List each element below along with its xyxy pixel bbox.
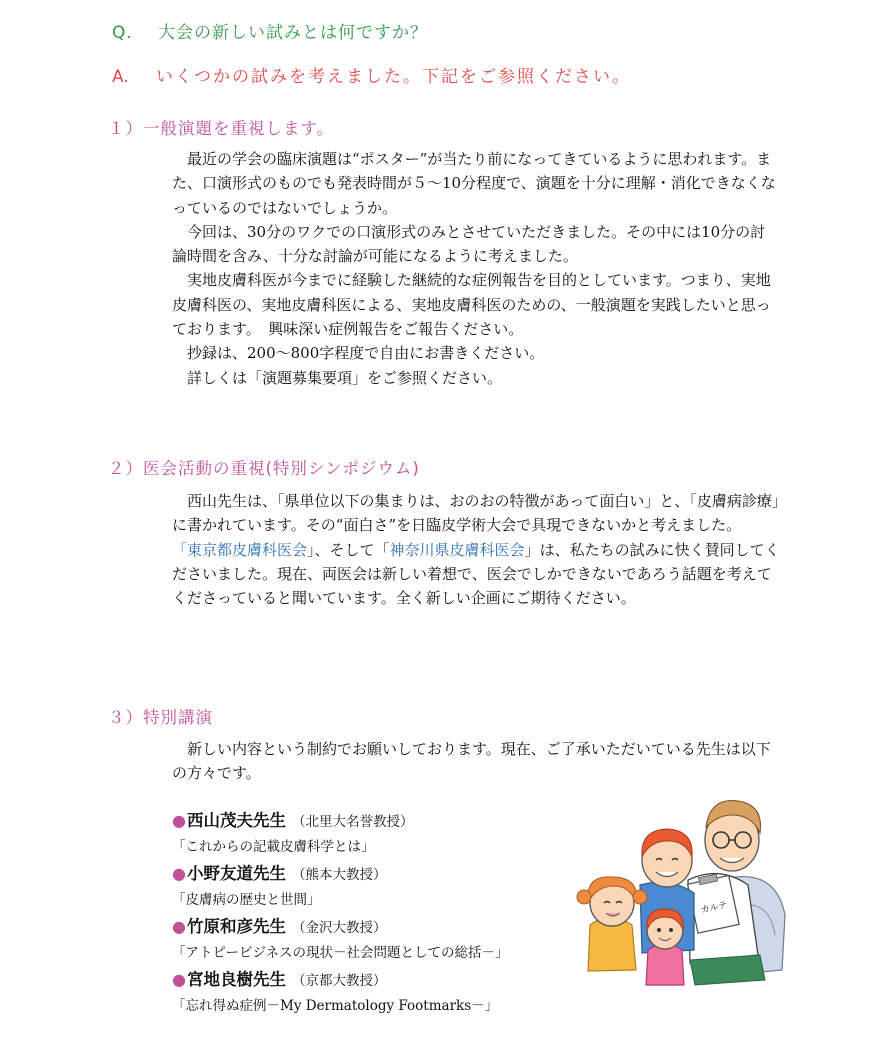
- section-1-paragraph: 最近の学会の臨床演題は“ポスター”が当たり前になってきているように思われます。また、口演形式のものでも発表時間が５〜10分程度で、演題を十分に理解・消化できなくなっているのではないでしょうか。: [172, 150, 776, 217]
- question: [112, 18, 428, 43]
- section-1-body: [172, 147, 780, 390]
- bullet-icon: ●: [172, 811, 186, 830]
- speaker-name-row: [172, 914, 592, 940]
- section-1-paragraph: 今回は、30分のワクでの口演形式のみとさせていただきました。その中には10分の討論時間を含み、十分な討論が可能になるように考えました。: [172, 222, 766, 266]
- speaker-name-row: [172, 967, 592, 993]
- answer-text: いくつかの試みを考えました。下記をご参照ください。: [156, 67, 631, 87]
- section-1-paragraph: 抄録は、200〜800字程度で自由にお書きください。: [187, 344, 545, 363]
- section-3-paragraph: 新しい内容という制約でお願いしております。現在、ご了承いただいている先生は以下の方々です。: [172, 740, 771, 783]
- chart-label: カルテ: [699, 900, 729, 916]
- lecture-title: 「忘れ得ぬ症例－My Dermatology Footmarks－」: [172, 998, 499, 1014]
- section-1-paragraph: 詳しくは「演題募集要項」をご参照ください。: [187, 368, 503, 387]
- speaker-name: 宮地良樹先生: [186, 970, 286, 989]
- paragraph-rest: 」は、私たちの試みに快く賛同してくださいました。現在、両医会は新しい着想で、医会でしかできないであろう話題を考えてくださっていると聞いています。全く新しい企画にご期待ください。: [172, 540, 780, 608]
- speaker-list: [172, 808, 592, 1020]
- connector-text: 」、そして「: [307, 540, 390, 559]
- section-2-heading: ２）医会活動の重視(特別シンポジウム): [108, 459, 420, 478]
- family-doctor-illustration: [570, 785, 795, 990]
- bullet-icon: ●: [172, 917, 186, 936]
- speaker-name-row: [172, 808, 592, 834]
- speaker-affiliation: （金沢大教授）: [291, 920, 387, 936]
- org-tokyo: 東京都皮膚科医会: [187, 540, 308, 559]
- quote-open: 「: [172, 540, 188, 559]
- section-2-body: [172, 489, 780, 610]
- section-1-heading: １）一般演題を重視します。: [108, 119, 335, 138]
- section-1-paragraph: 実地皮膚科医が今までに経験した継続的な症例報告を目的としています。つまり、実地皮膚科医の、実地皮膚科医による、実地皮膚科医のための、一般演題を実践したいと思っております。 興味深い症例報告をご報告ください。: [172, 271, 771, 339]
- question-text: 大会の新しい試みとは何ですか？: [158, 23, 428, 43]
- answer-marker: A.: [112, 67, 129, 87]
- lecture-title: 「これからの記載皮膚科学とは」: [172, 839, 375, 855]
- speaker-affiliation: （熊本大教授）: [291, 867, 387, 883]
- bullet-icon: ●: [172, 970, 186, 989]
- speaker-name: 西山茂夫先生: [186, 811, 286, 830]
- lecture-title: 「皮膚病の歴史と世間」: [172, 892, 321, 908]
- speaker-name: 竹原和彦先生: [186, 917, 286, 936]
- section-3-heading: ３）特別講演: [108, 708, 213, 727]
- section-2-paragraph: 西山先生は、「県単位以下の集まりは、おのおの特徴があって面白い」と、「皮膚病診療」に書かれています。その“面白さ”を日臨皮学術大会で具現できないかと考えました。: [172, 492, 780, 535]
- lecture-title: 「アトピービジネスの現状－社会問題としての総括－」: [172, 945, 509, 961]
- section-2-paragraph: [172, 538, 780, 611]
- speaker-name-row: [172, 861, 592, 887]
- section-3-body: [172, 737, 780, 786]
- speaker-name: 小野友道先生: [186, 864, 286, 883]
- answer: [112, 62, 631, 87]
- bullet-icon: ●: [172, 864, 186, 883]
- speaker-affiliation: （京都大教授）: [291, 973, 387, 989]
- question-marker: Q.: [112, 23, 133, 43]
- speaker-affiliation: （北里大名誉教授）: [291, 814, 414, 830]
- org-kanagawa: 神奈川県皮膚科医会: [389, 540, 525, 559]
